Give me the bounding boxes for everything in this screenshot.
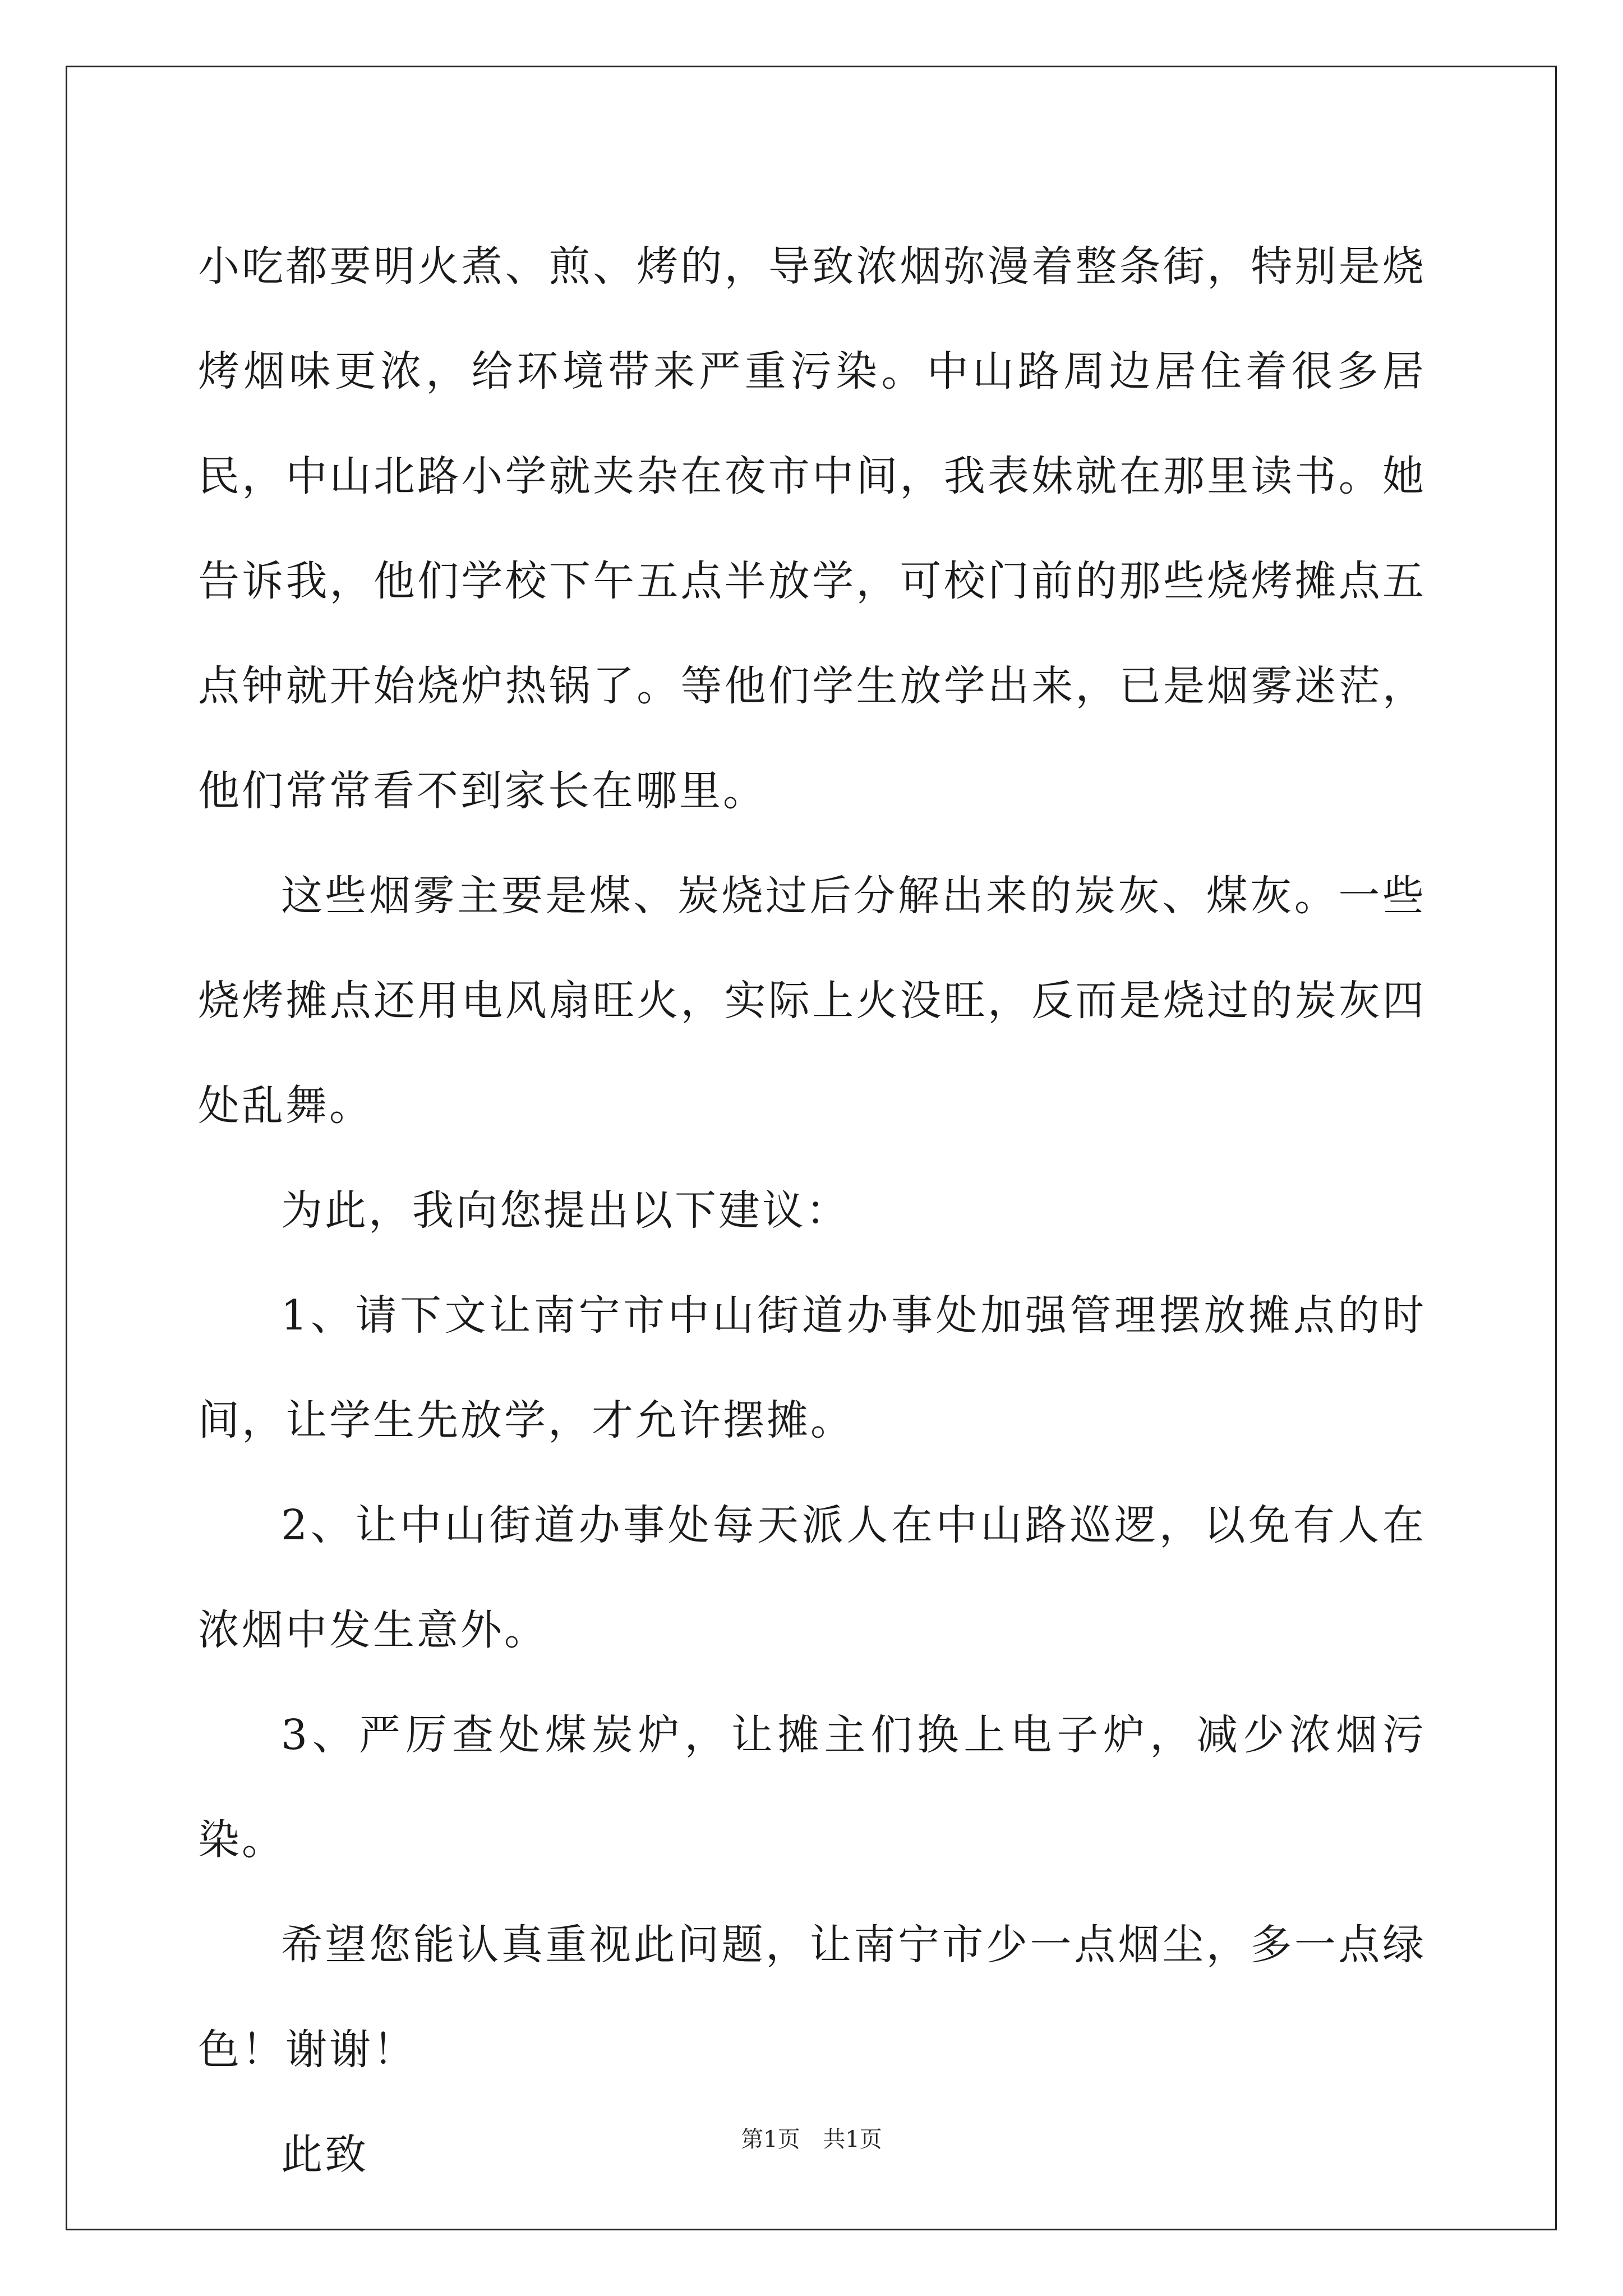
salutation-cizhi: 此致 xyxy=(281,2131,368,2179)
page-total: 共1页 xyxy=(823,2127,882,2152)
paragraph-smoke-source: 这些烟雾主要是煤、炭烧过后分解出来的炭灰、煤灰。一些烧烤摊点还用电风扇旺火，实际上火没旺，反而是烧过的炭灰四处乱舞。 xyxy=(198,872,1426,1130)
page-footer xyxy=(0,2126,1623,2153)
letter-body xyxy=(198,214,1426,2207)
suggestion-3: 3、严厉查处煤炭炉，让摊主们换上电子炉，减少浓烟污染。 xyxy=(198,1711,1426,1864)
page-number: 第1页 xyxy=(741,2127,800,2152)
suggestion-1: 1、请下文让南宁市中山街道办事处加强管理摆放摊点的时间，让学生先放学，才允许摆摊。 xyxy=(198,1291,1426,1444)
paragraph-suggestions-intro: 为此，我向您提出以下建议： xyxy=(281,1186,850,1235)
paragraph-smoke-pollution: 小吃都要明火煮、煎、烤的，导致浓烟弥漫着整条街，特别是烧烤烟味更浓，给环境带来严重污染。中山路周边居住着很多居民，中山北路小学就夹杂在夜市中间，我表妹就在那里读书。她告诉我，他们学校下午五点半放学，可校门前的那些烧烤摊点五点钟就开始烧炉热锅了。等他们学生放学出来，已是烟雾迷茫，他们常常看不到家长在哪里。 xyxy=(198,242,1426,815)
paragraph-closing-hope: 希望您能认真重视此问题，让南宁市少一点烟尘，多一点绿色！谢谢！ xyxy=(198,1921,1426,2074)
suggestion-2: 2、让中山街道办事处每天派人在中山路巡逻，以免有人在浓烟中发生意外。 xyxy=(198,1501,1426,1654)
